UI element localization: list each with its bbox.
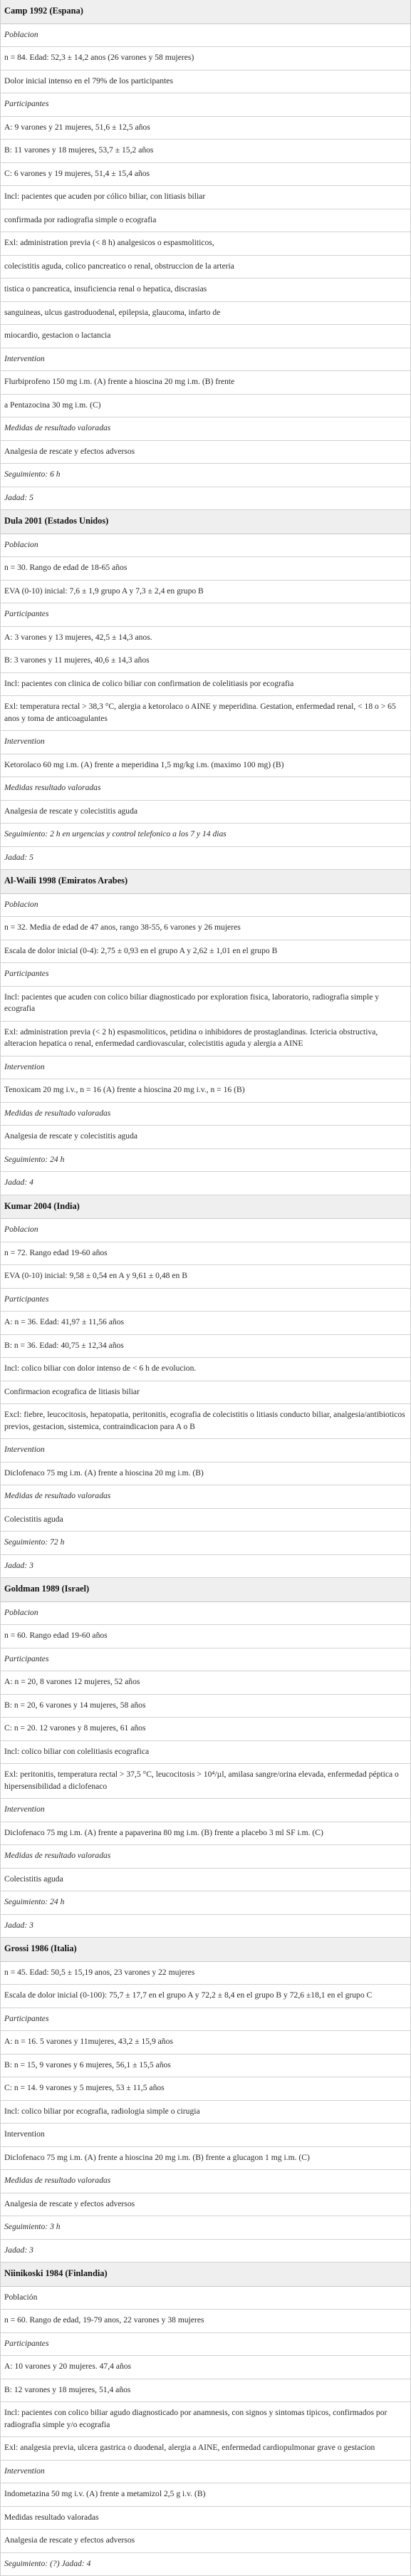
study-title: Dula 2001 (Estados Unidos) (4, 516, 108, 526)
section-label: Jadad: 3 (4, 1560, 407, 1572)
detail-row (1, 1695, 410, 1718)
section-label: Jadad: 3 (4, 1920, 407, 1932)
detail-row (1, 801, 410, 824)
section-label-row (1, 1532, 410, 1555)
section-label: Seguimiento: 6 h (4, 469, 407, 481)
detail-row (1, 1022, 410, 1056)
section-label-row (1, 2216, 410, 2240)
section-label: Participantes (4, 2338, 407, 2350)
detail-text: Exl: peritonitis, temperatura rectal > 37,5 °C, leucocitosis > 10⁴/µl, amilasa sangre/orina elevada, enfermedad péptica o hipersensibilidad a diclofenaco (4, 1769, 407, 1792)
section-label: Seguimiento: 3 h (4, 2221, 407, 2233)
section-label-row (1, 603, 410, 627)
detail-row (1, 1265, 410, 1289)
section-label-row (1, 487, 410, 511)
detail-text: A: 3 varones y 13 mujeres, 42,5 ± 14,3 anos. (4, 632, 407, 644)
detail-row (1, 650, 410, 673)
detail-row (1, 1985, 410, 2008)
detail-row (1, 673, 410, 697)
detail-text: B: n = 36. Edad: 40,75 ± 12,34 años (4, 1340, 407, 1352)
study-header (1, 1195, 410, 1220)
detail-text: miocardio, gestacion o lactancia (4, 330, 407, 342)
detail-row (1, 2147, 410, 2171)
section-label: Intervention (4, 2466, 407, 2478)
detail-text: n = 60. Rango edad 19-60 años (4, 1630, 407, 1642)
detail-row (1, 940, 410, 964)
section-label-row (1, 1891, 410, 1915)
detail-row (1, 2031, 410, 2055)
section-label: Seguimiento: 24 h (4, 1896, 407, 1908)
detail-row (1, 1509, 410, 1532)
detail-text: Incl: pacientes con colico biliar agudo diagnosticado por anamnesis, con signos y sintomas tipicos, confirmados por radiografia simple y/o ecografia (4, 2407, 407, 2431)
detail-text: B: 12 varones y 18 mujeres, 51,4 años (4, 2384, 407, 2396)
section-label: Participantes (4, 968, 407, 980)
detail-text: confirmada por radiografia simple o ecografia (4, 214, 407, 227)
detail-text: Colecistitis aguda (4, 1874, 407, 1886)
detail-text: B: n = 20, 6 varones y 14 mujeres, 58 años (4, 1700, 407, 1712)
section-label-row (1, 963, 410, 987)
section-label: Seguimiento: (?) Jadad: 4 (4, 2558, 407, 2570)
detail-text: Dolor inicial intenso en el 79% de los participantes (4, 76, 407, 88)
detail-text: Diclofenaco 75 mg i.m. (A) frente a hioscina 20 mg i.m. (B) (4, 1468, 407, 1480)
detail-row (1, 2530, 410, 2553)
detail-row (1, 2356, 410, 2379)
section-label-row (1, 2170, 410, 2193)
detail-text: Ketorolaco 60 mg i.m. (A) frente a meperidina 1,5 mg/kg i.m. (maximo 100 mg) (B) (4, 759, 407, 772)
detail-row (1, 2101, 410, 2124)
detail-text: n = 84. Edad: 52,3 ± 14,2 anos (26 varones y 58 mujeres) (4, 52, 407, 64)
detail-text: A: 10 varones y 20 mujeres. 47,4 años (4, 2361, 407, 2373)
section-label-row (1, 24, 410, 48)
detail-text: Diclofenaco 75 mg i.m. (A) frente a papaverina 80 mg i.m. (B) frente a placebo 3 ml SF i.m. (C) (4, 1827, 407, 1839)
study-title: Goldman 1989 (Israel) (4, 1584, 89, 1594)
detail-text: B: 3 varones y 11 mujeres, 40,6 ± 14,3 años (4, 655, 407, 667)
section-label-row (1, 1056, 410, 1080)
section-label: Intervention (4, 736, 407, 748)
section-label: Participantes (4, 98, 407, 110)
section-label: Seguimiento: 72 h (4, 1537, 407, 1549)
section-label-row (1, 777, 410, 801)
detail-text: Analgesia de rescate y efectos adversos (4, 2198, 407, 2211)
section-label-row (1, 348, 410, 372)
section-label-row (1, 2553, 410, 2576)
section-label: Medidas de resultado valoradas (4, 1850, 407, 1862)
section-label: Medidas de resultado valoradas (4, 2175, 407, 2187)
detail-row (1, 1381, 410, 1405)
detail-row (1, 754, 410, 778)
section-label-row (1, 1845, 410, 1869)
study-title: Grossi 1986 (Italia) (4, 1943, 77, 1953)
detail-text: Flurbiprofeno 150 mg i.m. (A) frente a hioscina 20 mg i.m. (B) frente (4, 376, 407, 388)
detail-row (1, 917, 410, 940)
detail-row (1, 1126, 410, 1149)
detail-text: Exl: administration previa (< 2 h) espasmoliticos, petidina o inhibidores de prostaglandinas. Ictericia obstructiva, alteracion hepatica o renal, enfermedad cardiovascular, colecistitis aguda y alergia a AINE (4, 1027, 407, 1050)
detail-text: A: n = 36. Edad: 41,97 ± 11,56 años (4, 1316, 407, 1329)
detail-row (1, 209, 410, 233)
detail-text: Intervention (4, 2129, 407, 2141)
detail-row (1, 1335, 410, 1359)
detail-text: Analgesia de rescate y colecistitis aguda (4, 1131, 407, 1143)
detail-row (1, 186, 410, 209)
detail-row (1, 627, 410, 650)
section-label: Jadad: 5 (4, 852, 407, 864)
detail-row (1, 1463, 410, 1486)
section-label-row (1, 464, 410, 487)
detail-row (1, 1764, 410, 1799)
detail-row (1, 71, 410, 94)
section-label: Poblacion (4, 1224, 407, 1236)
section-label-row (1, 894, 410, 918)
section-label: Intervention (4, 1061, 407, 1074)
detail-row (1, 1718, 410, 1741)
detail-text: Analgesia de rescate y colecistitis aguda (4, 806, 407, 818)
section-label-row (1, 824, 410, 847)
detail-text: B: n = 15, 9 varones y 6 mujeres, 56,1 ± 15,5 años (4, 2060, 407, 2072)
section-label: Participantes (4, 2013, 407, 2025)
section-label: Medidas de resultado valoradas (4, 422, 407, 435)
detail-row (1, 1962, 410, 1985)
study-title: Niinikoski 1984 (Finlandia) (4, 2268, 108, 2278)
section-label-row (1, 2333, 410, 2357)
detail-row (1, 2379, 410, 2403)
detail-text: Exl: administration previa (< 8 h) analgesicos o espasmoliticos, (4, 237, 407, 249)
detail-text: Medidas resultado valoradas (4, 2512, 407, 2524)
detail-row (1, 1741, 410, 1765)
section-label: Seguimiento: 2 h en urgencias y control telefonico a los 7 y 14 dias (4, 829, 407, 841)
detail-text: Analgesia de rescate y efectos adversos (4, 446, 407, 458)
section-label-row (1, 1219, 410, 1242)
detail-text: n = 30. Rango de edad de 18-65 años (4, 562, 407, 574)
detail-row (1, 1404, 410, 1439)
detail-row (1, 325, 410, 348)
section-label: Intervention (4, 1444, 407, 1456)
section-label-row (1, 847, 410, 871)
detail-text: sanguineas, ulcus gastroduodenal, epilepsia, glaucoma, infarto de (4, 307, 407, 319)
section-label-row (1, 1555, 410, 1579)
detail-row (1, 302, 410, 326)
detail-row (1, 163, 410, 187)
section-label: Jadad: 3 (4, 2245, 407, 2257)
section-label-row (1, 1103, 410, 1126)
detail-text: EVA (0-10) inicial: 9,58 ± 0,54 en A y 9,61 ± 0,48 en B (4, 1270, 407, 1282)
section-label: Medidas de resultado valoradas (4, 1108, 407, 1120)
detail-row (1, 2077, 410, 2101)
section-label: Participantes (4, 1294, 407, 1306)
section-label: Medidas resultado valoradas (4, 782, 407, 794)
section-label-row (1, 93, 410, 117)
detail-text: Excl: fiebre, leucocitosis, hepatopatia, peritonitis, ecografia de colecistitis o litiasis conducto biliar, analgesia/antibioticos previos, gestacion, sistemica, contraindicacion para A o B (4, 1409, 407, 1433)
detail-text: Escala de dolor inicial (0-4): 2,75 ± 0,93 en el grupo A y 2,62 ± 1,01 en el grupo B (4, 945, 407, 957)
study-header (1, 2263, 410, 2287)
detail-text: colecistitis aguda, colico pancreatico o renal, obstruccion de la arteria (4, 261, 407, 273)
detail-row (1, 1242, 410, 1266)
section-label: Jadad: 4 (4, 1177, 407, 1189)
section-label: Seguimiento: 24 h (4, 1154, 407, 1166)
detail-row (1, 232, 410, 256)
detail-text: Exl: analgesia previa, ulcera gastrica o duodenal, alergia a AINE, enfermedad cardiopulmonar grave o gestacion (4, 2442, 407, 2454)
detail-row (1, 2193, 410, 2217)
section-label-row (1, 417, 410, 441)
detail-row (1, 987, 410, 1022)
detail-row (1, 1671, 410, 1695)
detail-row (1, 1625, 410, 1648)
detail-text: Analgesia de rescate y efectos adversos (4, 2535, 407, 2547)
detail-text: tistica o pancreatica, insuficiencia renal o hepatica, discrasias (4, 284, 407, 296)
detail-text: Incl: colico biliar con colelitiasis ecografica (4, 1746, 407, 1758)
section-label-row (1, 1799, 410, 1822)
section-label-row (1, 2240, 410, 2263)
detail-text: A: n = 20, 8 varones 12 mujeres, 52 años (4, 1676, 407, 1688)
detail-row (1, 2437, 410, 2461)
detail-row (1, 2055, 410, 2078)
detail-row (1, 395, 410, 418)
section-label-row (1, 1439, 410, 1463)
section-label: Poblacion (4, 29, 407, 41)
detail-row (1, 47, 410, 71)
study-header (1, 870, 410, 894)
section-label: Poblacion (4, 539, 407, 551)
detail-text: Tenoxicam 20 mg i.v., n = 16 (A) frente a hioscina 20 mg i.v., n = 16 (B) (4, 1084, 407, 1096)
section-label: Intervention (4, 1804, 407, 1816)
study-header (1, 1578, 410, 1602)
detail-row (1, 441, 410, 464)
study-title: Camp 1992 (Espana) (4, 6, 83, 16)
section-label-row (1, 2461, 410, 2484)
detail-row (1, 581, 410, 604)
detail-text: Incl: pacientes que acuden por cólico biliar, con litiasis biliar (4, 191, 407, 203)
detail-row (1, 371, 410, 395)
detail-text: C: n = 14. 9 varones y 5 mujeres, 53 ± 11,5 años (4, 2082, 407, 2094)
detail-text: B: 11 varones y 18 mujeres, 53,7 ± 15,2 años (4, 145, 407, 157)
section-label: Jadad: 5 (4, 492, 407, 504)
study-header (1, 1938, 410, 1962)
section-label: Medidas de resultado valoradas (4, 1490, 407, 1502)
detail-row (1, 2124, 410, 2147)
detail-row (1, 1822, 410, 1846)
detail-text: Población (4, 2292, 407, 2304)
section-label: Intervention (4, 353, 407, 365)
section-label-row (1, 2008, 410, 2032)
study-title: Kumar 2004 (India) (4, 1201, 80, 1211)
study-title: Al-Waili 1998 (Emiratos Arabes) (4, 876, 128, 886)
detail-text: Indometazina 50 mg i.v. (A) frente a metamizol 2,5 g i.v. (B) (4, 2488, 407, 2500)
section-label-row (1, 1915, 410, 1938)
detail-text: n = 45. Edad: 50,5 ± 15,19 anos, 23 varones y 22 mujeres (4, 1967, 407, 1979)
section-label-row (1, 1289, 410, 1312)
detail-text: n = 60. Rango de edad, 19-79 anos, 22 varones y 38 mujeres (4, 2315, 407, 2327)
detail-row (1, 117, 410, 140)
study-header (1, 510, 410, 534)
detail-text: A: n = 16. 5 varones y 11mujeres, 43,2 ± 15,9 años (4, 2036, 407, 2048)
study-header (1, 0, 410, 24)
detail-text: n = 32. Media de edad de 47 anos, rango 38-55, 6 varones y 26 mujeres (4, 922, 407, 934)
detail-text: A: 9 varones y 21 mujeres, 51,6 ± 12,5 años (4, 122, 407, 134)
detail-row (1, 256, 410, 279)
detail-row (1, 2287, 410, 2310)
detail-text: C: 6 varones y 19 mujeres, 51,4 ± 15,4 años (4, 168, 407, 180)
detail-row (1, 2402, 410, 2437)
detail-row (1, 140, 410, 163)
detail-text: Confirmacion ecografica de litiasis biliar (4, 1386, 407, 1398)
section-label-row (1, 1602, 410, 1626)
detail-row (1, 2507, 410, 2530)
detail-row (1, 1869, 410, 1892)
section-label-row (1, 534, 410, 558)
detail-text: Incl: colico biliar con dolor intenso de < 6 h de evolucion. (4, 1363, 407, 1375)
section-label-row (1, 1172, 410, 1195)
section-label-row (1, 731, 410, 754)
detail-text: a Pentazocina 30 mg i.m. (C) (4, 400, 407, 412)
section-label: Poblacion (4, 899, 407, 911)
detail-text: Escala de dolor inicial (0-100): 75,7 ± 17,7 en el grupo A y 72,2 ± 8,4 en el grupo B y 72,6 ±18,1 en el grupo C (4, 1990, 407, 2002)
section-label-row (1, 1648, 410, 1672)
detail-text: Diclofenaco 75 mg i.m. (A) frente a hioscina 20 mg i.m. (B) frente a glucagon 1 mg i.m. (C) (4, 2152, 407, 2164)
section-label: Poblacion (4, 1607, 407, 1619)
section-label: Participantes (4, 608, 407, 620)
detail-text: Colecistitis aguda (4, 1514, 407, 1526)
section-label-row (1, 1149, 410, 1173)
detail-text: Exl: temperatura rectal > 38,3 °C, alergia a ketorolaco o AINE y meperidina. Gestation, enfermedad renal, < 18 o > 65 anos y toma de anticoagulantes (4, 701, 407, 724)
detail-row (1, 1358, 410, 1381)
detail-row (1, 1079, 410, 1103)
detail-text: C: n = 20. 12 varones y 8 mujeres, 61 años (4, 1723, 407, 1735)
detail-text: Incl: pacientes que acuden con colico biliar diagnosticado por exploration fisica, laboratorio, radiografia simple y ecografia (4, 992, 407, 1015)
detail-text: EVA (0-10) inicial: 7,6 ± 1,9 grupo A y 7,3 ± 2,4 en grupo B (4, 586, 407, 598)
detail-text: Incl: colico biliar por ecografia, radiologia simple o cirugia (4, 2106, 407, 2118)
detail-row (1, 2310, 410, 2333)
detail-row (1, 696, 410, 731)
section-label: Participantes (4, 1653, 407, 1666)
detail-text: Incl: pacientes con clinica de colico biliar con confirmation de colelitiasis por ecografia (4, 678, 407, 690)
detail-row (1, 279, 410, 302)
section-label-row (1, 1485, 410, 1509)
detail-text: n = 72. Rango edad 19-60 años (4, 1247, 407, 1260)
detail-row (1, 2483, 410, 2507)
detail-row (1, 1312, 410, 1335)
detail-row (1, 557, 410, 581)
